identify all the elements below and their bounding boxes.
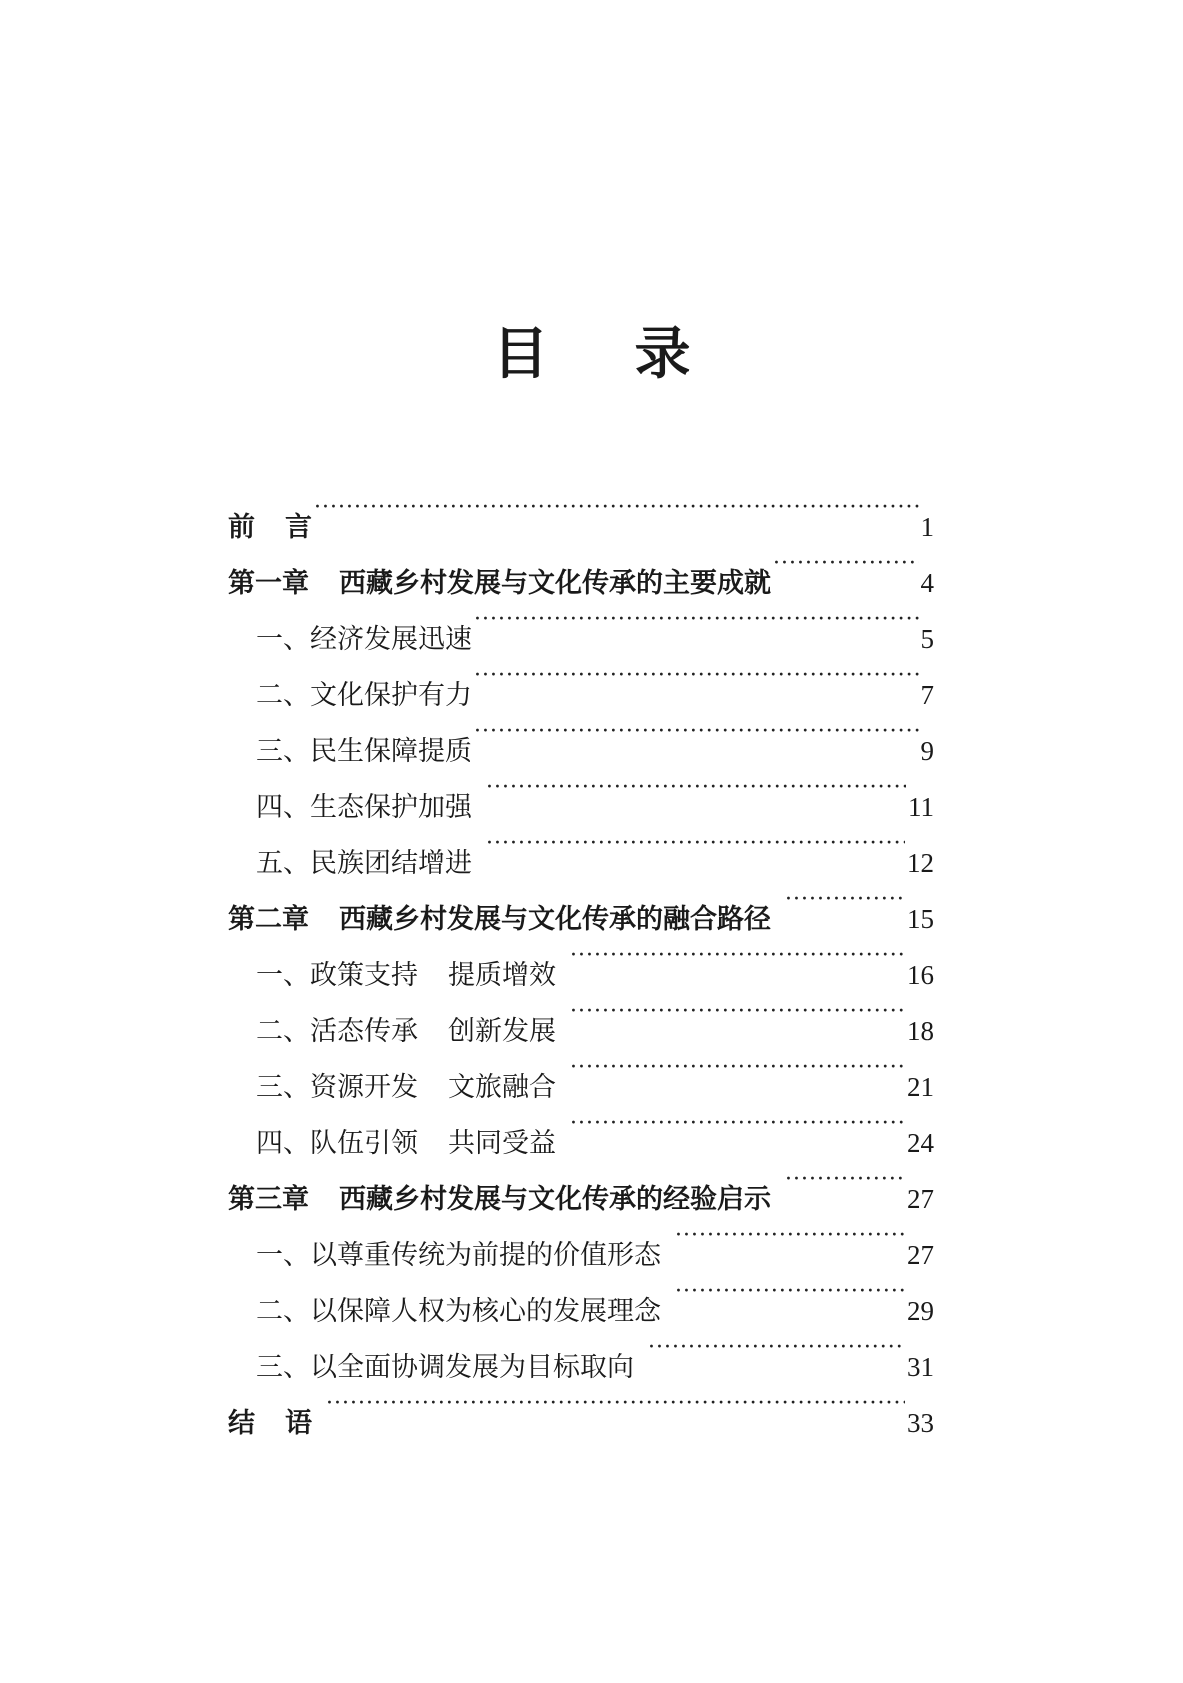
dot-leader bbox=[314, 480, 919, 536]
toc-chapter-entry[interactable] bbox=[228, 480, 934, 543]
toc-entry-label bbox=[228, 500, 312, 556]
toc-entry-label bbox=[256, 836, 472, 892]
dot-leader bbox=[773, 536, 919, 592]
toc-entry-label bbox=[256, 668, 472, 724]
toc-page-number: 24 bbox=[907, 1128, 934, 1158]
toc-chapter-entry[interactable] bbox=[228, 536, 934, 599]
toc-entry-text: 文旅融合 bbox=[448, 1072, 556, 1103]
toc-entry-label bbox=[256, 724, 472, 780]
toc-entry-text: 西藏乡村发展与文化传承的经验启示 bbox=[339, 1184, 771, 1215]
toc-entry-text: 三、民生保障提质 bbox=[256, 736, 472, 767]
toc-entry-text: 一、经济发展迅速 bbox=[256, 624, 472, 655]
toc-page-number: 7 bbox=[920, 680, 934, 710]
toc-page-number: 12 bbox=[907, 848, 934, 878]
toc-page-number: 18 bbox=[907, 1016, 934, 1046]
dot-leader bbox=[675, 1208, 905, 1264]
toc-page-number: 21 bbox=[907, 1072, 934, 1102]
toc-chapter-entry[interactable] bbox=[228, 1376, 934, 1439]
toc-entry-text: 第一章 bbox=[228, 568, 309, 599]
toc-entry-label bbox=[256, 780, 472, 836]
toc-entry-text: 二、文化保护有力 bbox=[256, 680, 472, 711]
dot-leader bbox=[675, 1264, 905, 1320]
page-title bbox=[0, 318, 1183, 390]
toc-entry-text: 五、民族团结增进 bbox=[256, 848, 472, 879]
dot-leader bbox=[474, 648, 919, 704]
toc-entry-text: 三、资源开发 bbox=[256, 1072, 418, 1103]
toc-entry-text: 创新发展 bbox=[448, 1016, 556, 1047]
toc-page-number: 31 bbox=[907, 1352, 934, 1382]
toc-entry-text: 二、活态传承 bbox=[256, 1016, 418, 1047]
toc-entry-text: 一、以尊重传统为前提的价值形态 bbox=[256, 1240, 661, 1271]
toc-entry-text: 四、生态保护加强 bbox=[256, 792, 472, 823]
dot-leader bbox=[326, 1376, 905, 1432]
toc-page-number: 33 bbox=[907, 1408, 934, 1438]
toc-entry-label bbox=[256, 1116, 556, 1172]
toc-entry-label bbox=[256, 612, 472, 668]
toc-page-number: 29 bbox=[907, 1296, 934, 1326]
title-char-2: 录 bbox=[634, 321, 691, 387]
toc-entry-text: 第三章 bbox=[228, 1184, 309, 1215]
toc-entry-label bbox=[256, 1004, 556, 1060]
title-char-1: 目 bbox=[492, 321, 549, 387]
toc-entry-text: 提质增效 bbox=[448, 960, 556, 991]
table-of-contents bbox=[228, 480, 934, 1439]
toc-entry-label bbox=[256, 948, 556, 1004]
toc-page-number: 16 bbox=[907, 960, 934, 990]
toc-entry-text: 第二章 bbox=[228, 904, 309, 935]
toc-entry-text: 西藏乡村发展与文化传承的融合路径 bbox=[339, 904, 771, 935]
toc-entry-text: 语 bbox=[285, 1408, 312, 1439]
toc-page-number: 27 bbox=[907, 1240, 934, 1270]
toc-page-number: 11 bbox=[908, 792, 934, 822]
toc-page-number: 27 bbox=[907, 1184, 934, 1214]
toc-entry-text: 二、以保障人权为核心的发展理念 bbox=[256, 1296, 661, 1327]
toc-entry-text: 前 bbox=[228, 512, 255, 543]
toc-page-number: 5 bbox=[920, 624, 934, 654]
dot-leader bbox=[785, 1152, 905, 1208]
toc-entry-text: 三、以全面协调发展为目标取向 bbox=[256, 1352, 634, 1383]
toc-entry-text: 四、队伍引领 bbox=[256, 1128, 418, 1159]
dot-leader bbox=[570, 984, 905, 1040]
toc-entry-text: 西藏乡村发展与文化传承的主要成就 bbox=[339, 568, 771, 599]
toc-page-number: 4 bbox=[920, 568, 934, 598]
toc-entry-label bbox=[256, 1228, 661, 1284]
dot-leader bbox=[570, 928, 905, 984]
toc-entry-text: 结 bbox=[228, 1408, 255, 1439]
dot-leader bbox=[570, 1096, 905, 1152]
dot-leader bbox=[474, 704, 919, 760]
dot-leader bbox=[474, 592, 919, 648]
toc-entry-label bbox=[228, 1396, 312, 1452]
toc-page-number: 1 bbox=[920, 512, 934, 542]
dot-leader bbox=[486, 816, 905, 872]
dot-leader bbox=[785, 872, 905, 928]
toc-entry-text: 一、政策支持 bbox=[256, 960, 418, 991]
toc-entry-label bbox=[256, 1284, 661, 1340]
toc-entry-label bbox=[256, 1060, 556, 1116]
dot-leader bbox=[486, 760, 906, 816]
dot-leader bbox=[648, 1320, 905, 1376]
toc-page-number: 15 bbox=[907, 904, 934, 934]
toc-page-number: 9 bbox=[920, 736, 934, 766]
dot-leader bbox=[570, 1040, 905, 1096]
toc-entry-text: 言 bbox=[285, 512, 312, 543]
toc-entry-text: 共同受益 bbox=[448, 1128, 556, 1159]
